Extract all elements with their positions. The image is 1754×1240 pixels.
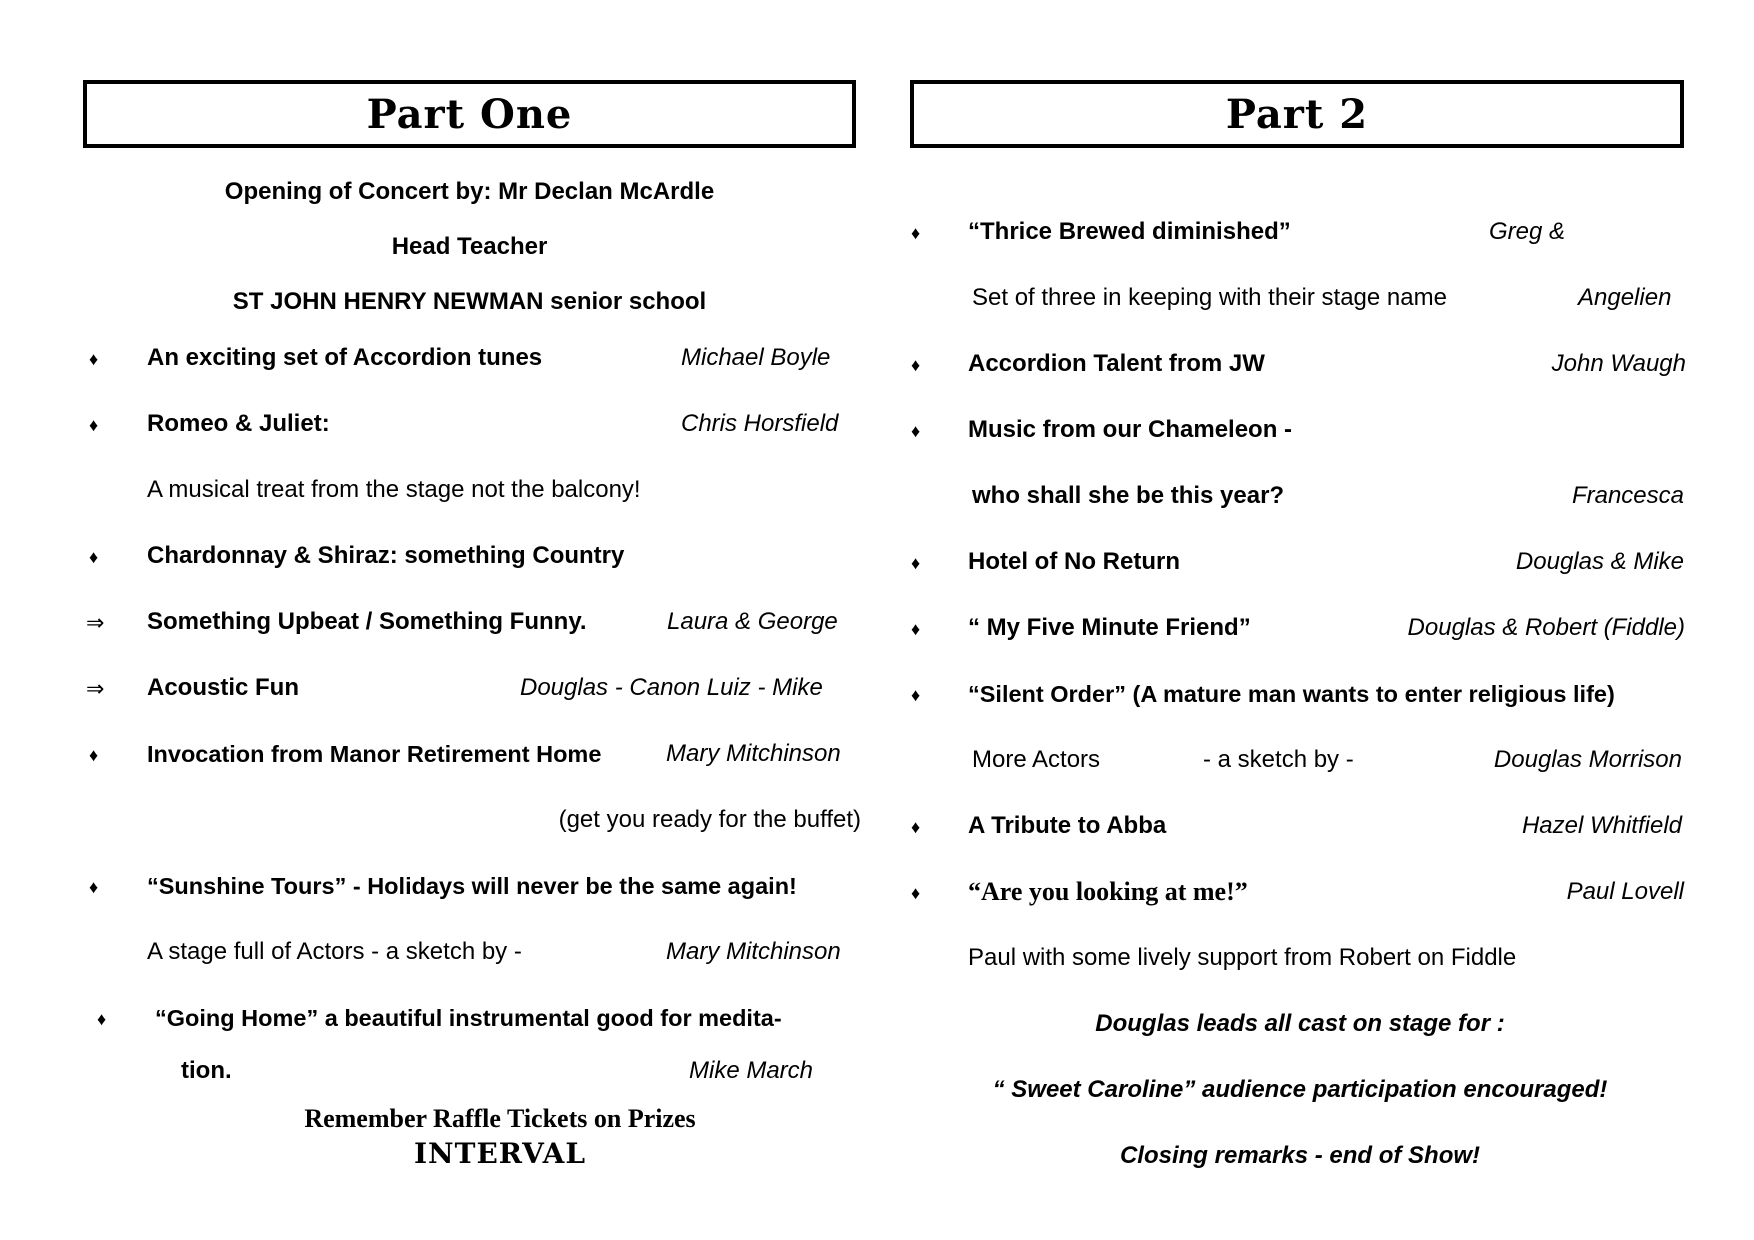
act-title: “Silent Order” (A mature man wants to enter religious life) [968, 681, 1615, 707]
act-title-continued: tion. [181, 1057, 232, 1084]
bullet-icon: ♦ [911, 553, 921, 573]
bullet-icon: ♦ [911, 619, 921, 639]
opening-line: Opening of Concert by: Mr Declan McArdle [224, 178, 715, 205]
act-note: Set of three in keeping with their stage name [972, 284, 1447, 311]
bullet-icon: ♦ [911, 817, 921, 837]
finale-line: Douglas leads all cast on stage for : [1095, 1010, 1505, 1037]
bullet-icon: ♦ [89, 547, 99, 567]
act-performer: Douglas & Mike [1515, 548, 1684, 575]
act-title: “Sunshine Tours” - Holidays will never be the same again! [147, 873, 797, 899]
act-title: Chardonnay & Shiraz: something Country [147, 542, 625, 569]
act-note: Paul with some lively support from Robert on Fiddle [968, 944, 1517, 971]
closing-line: Closing remarks - end of Show! [1119, 1142, 1481, 1169]
act-title: “Going Home” a beautiful instrumental good for medita- [155, 1005, 782, 1031]
act-performer: Greg & [1489, 218, 1566, 245]
act-performer: John Waugh [1551, 350, 1686, 377]
act-title: Romeo & Juliet: [147, 410, 330, 437]
act-performer: Angelien [1578, 284, 1672, 311]
act-performer: Douglas & Robert (Fiddle) [1407, 614, 1685, 641]
act-performer: Douglas - Canon Luiz - Mike [520, 674, 823, 701]
act-title: Music from our Chameleon - [968, 416, 1293, 443]
act-note: A musical treat from the stage not the balcony! [147, 476, 641, 503]
act-title: Invocation from Manor Retirement Home [147, 741, 602, 767]
act-title: “ My Five Minute Friend” [968, 614, 1251, 641]
interval-label: INTERVAL [413, 1137, 587, 1170]
bullet-icon: ♦ [89, 745, 99, 765]
bullet-icon: ♦ [911, 421, 921, 441]
bullet-icon: ♦ [911, 355, 921, 375]
act-performer: Mary Mitchinson [666, 938, 841, 965]
finale-line: “ Sweet Caroline” audience participation encouraged! [992, 1076, 1608, 1103]
act-title: An exciting set of Accordion tunes [147, 344, 543, 371]
act-note: More Actors [972, 746, 1101, 773]
part-one-header-box [83, 80, 856, 148]
act-performer: Paul Lovell [1566, 878, 1684, 905]
bullet-icon: ♦ [89, 415, 99, 435]
act-title-continued: who shall she be this year? [972, 482, 1285, 509]
act-note: - a sketch by - [1203, 746, 1354, 773]
act-performer: Laura & George [667, 608, 838, 635]
act-performer: Hazel Whitfield [1521, 812, 1682, 839]
part-two-header-box [910, 80, 1684, 148]
act-title: Something Upbeat / Something Funny. [147, 608, 587, 635]
raffle-reminder: Remember Raffle Tickets on Prizes [304, 1104, 696, 1133]
arrow-icon: ⇒ [86, 610, 105, 635]
act-title: “Thrice Brewed diminished” [968, 218, 1291, 245]
act-performer: Douglas Morrison [1493, 746, 1682, 773]
bullet-icon: ♦ [911, 223, 921, 243]
bullet-icon: ♦ [911, 685, 921, 705]
bullet-icon: ♦ [89, 349, 99, 369]
act-performer: Mike March [689, 1057, 814, 1084]
act-note: A stage full of Actors - a sketch by - [147, 938, 522, 965]
act-performer: Mary Mitchinson [666, 740, 841, 767]
act-title: A Tribute to Abba [968, 812, 1167, 839]
act-note: (get you ready for the buffet) [558, 806, 861, 833]
act-title: Hotel of No Return [968, 548, 1180, 575]
part-one-title: Part One [366, 90, 573, 138]
bullet-icon: ♦ [89, 877, 99, 897]
school-line: ST JOHN HENRY NEWMAN senior school [232, 288, 707, 315]
act-title: Accordion Talent from JW [968, 350, 1265, 377]
act-performer: Michael Boyle [681, 344, 831, 371]
act-title: “Are you looking at me!” [968, 877, 1248, 906]
act-performer: Francesca [1571, 482, 1684, 509]
act-title: Acoustic Fun [147, 674, 300, 701]
part-two-title: Part 2 [1225, 90, 1369, 138]
arrow-icon: ⇒ [86, 676, 105, 701]
act-performer: Chris Horsfield [681, 410, 839, 437]
bullet-icon: ♦ [97, 1009, 107, 1029]
head-teacher-line: Head Teacher [391, 233, 548, 260]
bullet-icon: ♦ [911, 883, 921, 903]
